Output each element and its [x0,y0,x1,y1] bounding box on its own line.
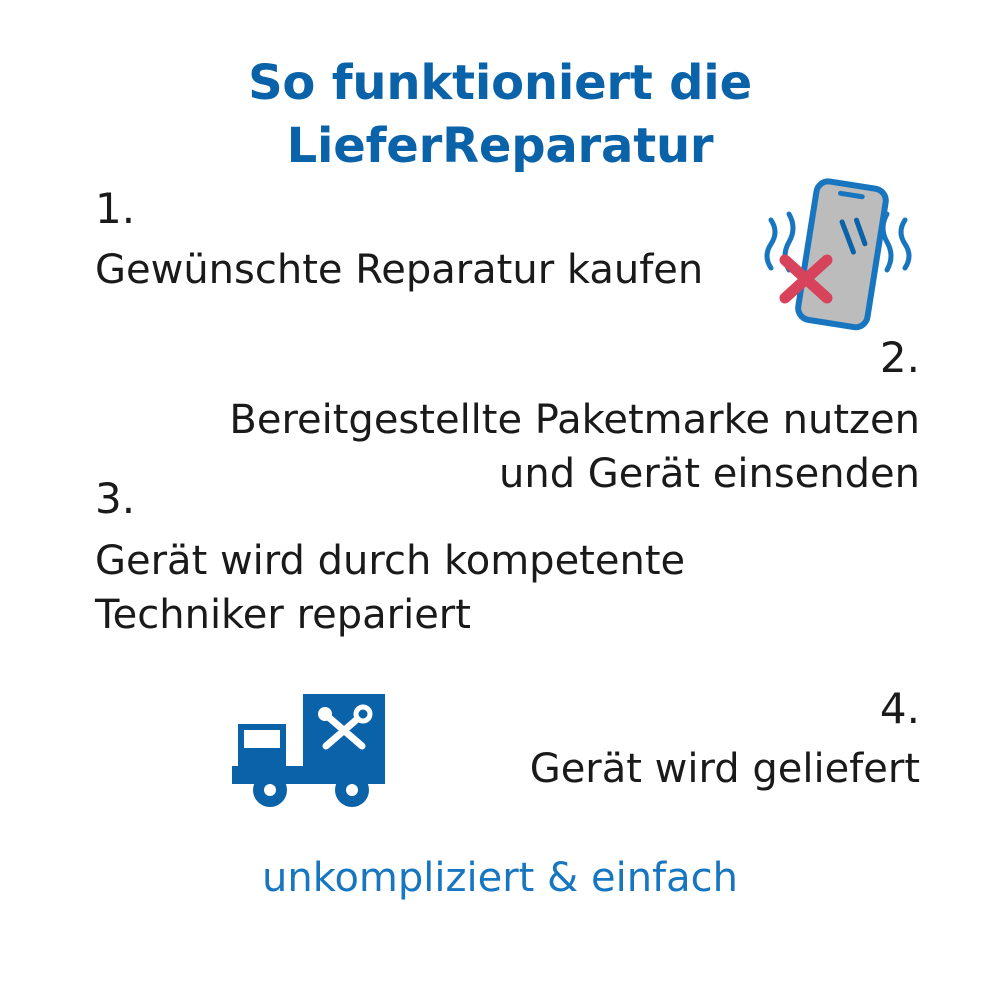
step-3-line-2: Techniker repariert [95,592,471,638]
tagline: unkompliziert & einfach [262,855,738,901]
step-2-text [120,393,920,501]
step-2-line-2: und Gerät einsenden [499,451,920,497]
step-1-line-1: Gewünschte Reparatur kaufen [95,247,704,293]
step-3-text [95,534,795,642]
step-1-number: 1. [95,184,136,233]
page-title [0,52,1000,179]
title-line-2: LieferReparatur [286,118,714,175]
title-line-1: So funktioniert die [248,55,752,111]
step-3-line-1: Gerät wird durch kompetente [95,538,686,584]
step-3-number: 3. [95,474,136,523]
step-4-text [400,742,920,796]
cracked-phone-icon [745,172,930,347]
step-2-line-1: Bereitgestellte Paketmarke nutzen [229,397,920,443]
step-4-line-1: Gerät wird geliefert [529,746,920,792]
step-2-number: 2. [879,333,920,382]
step-4-number: 4. [879,684,920,733]
step-1-text [95,243,755,297]
